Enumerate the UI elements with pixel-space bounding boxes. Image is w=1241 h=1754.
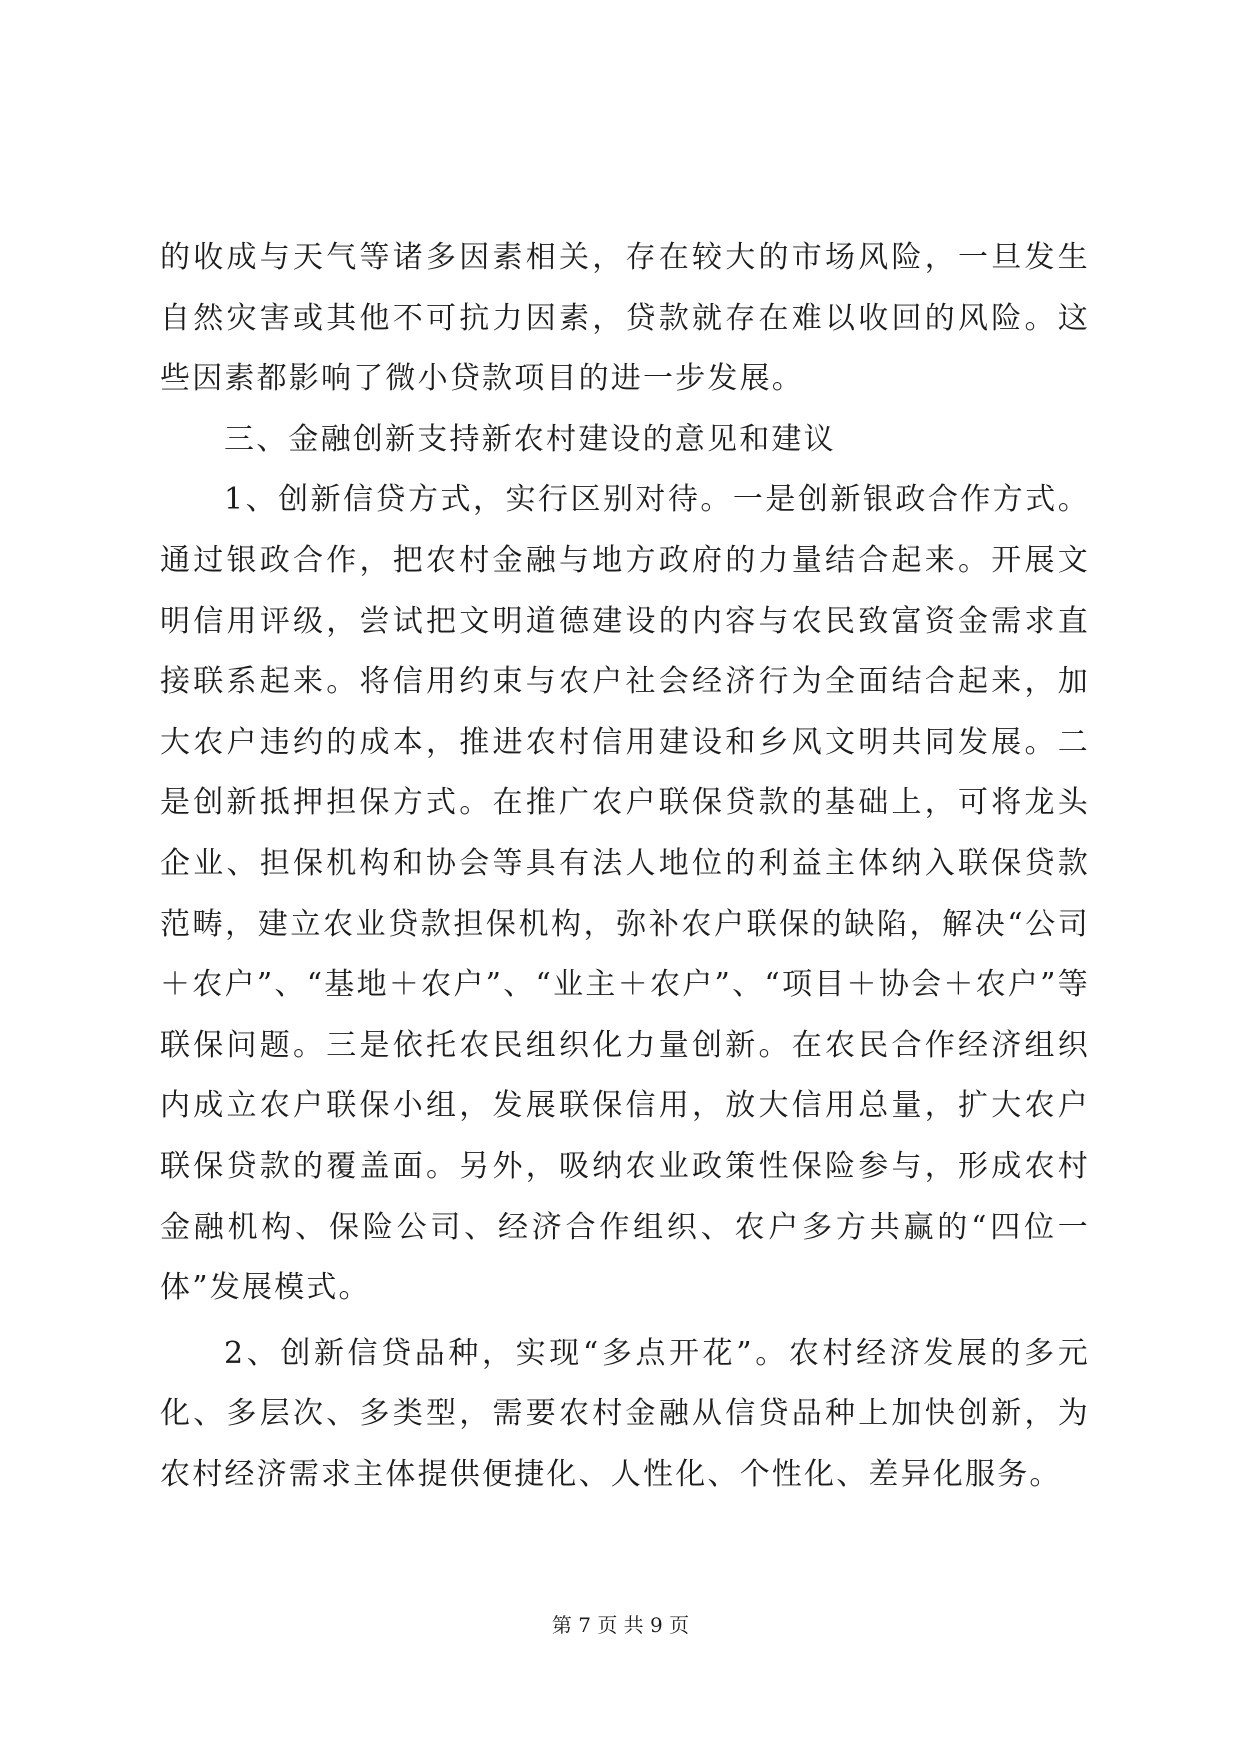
document-body	[160, 228, 1090, 1505]
paragraph-credit-methods: 1、创新信贷方式，实行区别对待。一是创新银政合作方式。通过银政合作，把农村金融与地方政府的力量结合起来。开展文明信用评级，尝试把文明道德建设的内容与农民致富资金需求直接联系起来。将信用约束与农户社会经济行为全面结合起来，加大农户违约的成本，推进农村信用建设和乡风文明共同发展。二是创新抵押担保方式。在推广农户联保贷款的基础上，可将龙头企业、担保机构和协会等具有法人地位的利益主体纳入联保贷款范畴，建立农业贷款担保机构，弥补农户联保的缺陷，解决“公司＋农户”、“基地＋农户”、“业主＋农户”、“项目＋协会＋农户”等联保问题。三是依托农民组织化力量创新。在农民合作经济组织内成立农户联保小组，发展联保信用，放大信用总量，扩大农户联保贷款的覆盖面。另外，吸纳农业政策性保险参与，形成农村金融机构、保险公司、经济合作组织、农户多方共赢的“四位一体”发展模式。	[160, 482, 1090, 1306]
paragraph-continuation: 的收成与天气等诸多因素相关，存在较大的市场风险，一旦发生自然灾害或其他不可抗力因素，贷款就存在难以收回的风险。这些因素都影响了微小贷款项目的进一步发展。	[160, 240, 1090, 397]
section-heading: 三、金融创新支持新农村建设的意见和建议	[224, 421, 836, 457]
page-footer: 第 7 页 共 9 页	[551, 1613, 690, 1637]
paragraph-credit-products: 2、创新信贷品种，实现“多点开花”。农村经济发展的多元化、多层次、多类型，需要农村金融从信贷品种上加快创新，为农村经济需求主体提供便捷化、人性化、个性化、差异化服务。	[160, 1335, 1090, 1492]
